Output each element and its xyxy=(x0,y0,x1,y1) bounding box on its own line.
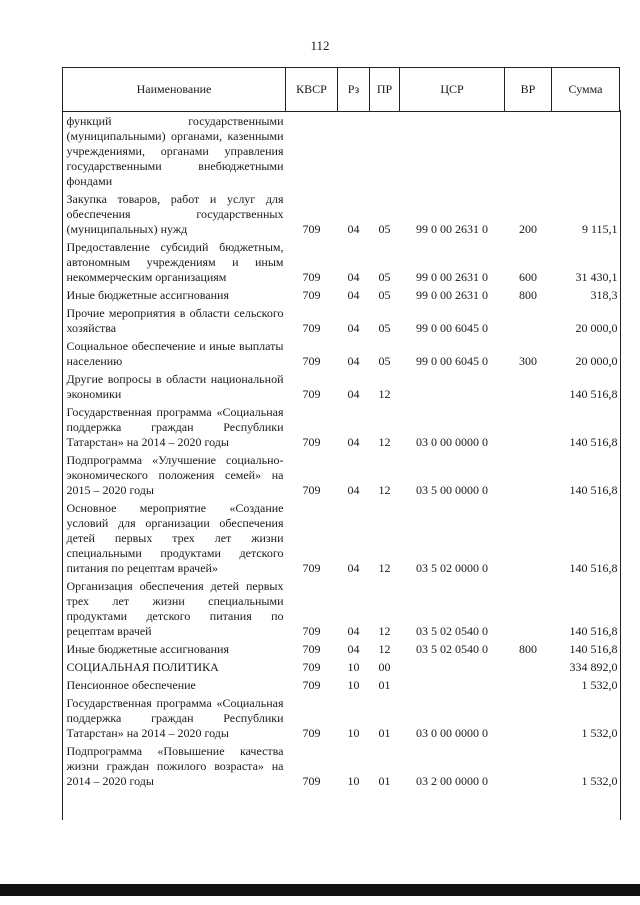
cell-pr xyxy=(370,112,400,192)
cell-rz: 04 xyxy=(347,483,360,497)
cell-pr: 05 xyxy=(378,321,391,335)
cell-csr: 03 0 00 0000 0 xyxy=(416,726,488,740)
header-sum: Сумма xyxy=(552,68,620,112)
cell-pr: 12 xyxy=(378,387,391,401)
cell-rz: 10 xyxy=(347,726,360,740)
table-row xyxy=(63,404,620,452)
cell-rz: 04 xyxy=(347,354,360,368)
cell-rz: 04 xyxy=(347,435,360,449)
cell-rz: 04 xyxy=(347,387,360,401)
cell-kvsr: 709 xyxy=(302,774,321,788)
table-row xyxy=(63,659,620,677)
table-row xyxy=(63,239,620,287)
cell-sum: 140 516,8 xyxy=(569,387,618,401)
cell-pr: 12 xyxy=(378,624,391,638)
header-csr: ЦСР xyxy=(400,68,505,112)
table-header xyxy=(63,68,620,112)
cell-kvsr: 709 xyxy=(302,642,321,656)
cell-sum xyxy=(552,112,620,192)
cell-vr: 600 xyxy=(519,270,537,284)
cell-name: Закупка товаров, работ и услуг для обеспечения государственных (муниципальных) нужд xyxy=(66,192,284,236)
table-row xyxy=(63,641,620,659)
cell-pr: 00 xyxy=(378,660,391,674)
cell-vr xyxy=(505,659,552,677)
cell-csr: 03 0 00 0000 0 xyxy=(416,435,488,449)
cell-csr: 99 0 00 2631 0 xyxy=(416,222,488,236)
cell-rz: 04 xyxy=(347,270,360,284)
cell-sum: 140 516,8 xyxy=(569,435,618,449)
table-row xyxy=(63,287,620,305)
cell-rz: 10 xyxy=(347,660,360,674)
header-pr: ПР xyxy=(370,68,400,112)
table-row xyxy=(63,677,620,695)
cell-vr xyxy=(505,500,552,578)
cell-csr xyxy=(400,659,505,677)
cell-vr: 800 xyxy=(519,288,537,302)
cell-kvsr: 709 xyxy=(302,561,321,575)
table-row xyxy=(63,500,620,578)
cell-name: Основное мероприятие «Создание условий для организации обеспечения детей первых трех лет жизни специальными продуктами детского питания по рецептам врачей» xyxy=(66,501,284,575)
cell-kvsr: 709 xyxy=(302,288,321,302)
cell-name: Иные бюджетные ассигнования xyxy=(66,642,229,656)
scan-edge-bar xyxy=(0,884,640,896)
cell-sum: 31 430,1 xyxy=(575,270,618,284)
cell-name: Подпрограмма «Повышение качества жизни граждан пожилого возраста» на 2014 – 2020 годы xyxy=(66,744,284,788)
cell-csr: 03 5 02 0540 0 xyxy=(416,642,488,656)
cell-pr: 01 xyxy=(378,678,391,692)
cell-name: Другие вопросы в области национальной экономики xyxy=(66,372,284,401)
cell-pr: 01 xyxy=(378,726,391,740)
cell-sum: 20 000,0 xyxy=(575,354,618,368)
cell-pr: 05 xyxy=(378,222,391,236)
table-row xyxy=(63,338,620,371)
cell-vr: 300 xyxy=(519,354,537,368)
cell-pr: 12 xyxy=(378,435,391,449)
header-name: Наименование xyxy=(63,68,286,112)
budget-table xyxy=(62,67,620,791)
cell-pr: 12 xyxy=(378,483,391,497)
cell-kvsr: 709 xyxy=(302,678,321,692)
cell-vr xyxy=(505,452,552,500)
cell-name: Организация обеспечения детей первых трех лет жизни специальными продуктами детского питания по рецептам врачей xyxy=(66,579,284,638)
table-row xyxy=(63,452,620,500)
table-row xyxy=(63,191,620,239)
cell-kvsr: 709 xyxy=(302,624,321,638)
cell-sum: 140 516,8 xyxy=(569,624,618,638)
cell-pr: 05 xyxy=(378,354,391,368)
cell-sum: 140 516,8 xyxy=(569,483,618,497)
cell-sum: 334 892,0 xyxy=(569,660,618,674)
cell-csr: 03 5 02 0540 0 xyxy=(416,624,488,638)
cell-csr: 99 0 00 2631 0 xyxy=(416,270,488,284)
cell-name: функций государственными (муниципальными) органами, казенными учреждениями, органами управления государственными внебюджетными фондами xyxy=(66,114,284,188)
cell-rz xyxy=(338,112,370,192)
cell-name: Иные бюджетные ассигнования xyxy=(66,288,229,302)
cell-vr xyxy=(505,578,552,641)
header-kvsr: КВСР xyxy=(286,68,338,112)
cell-vr xyxy=(505,305,552,338)
table-row xyxy=(63,743,620,791)
cell-sum: 9 115,1 xyxy=(581,222,618,236)
cell-csr: 03 5 02 0000 0 xyxy=(416,561,488,575)
cell-csr xyxy=(400,677,505,695)
cell-csr: 99 0 00 6045 0 xyxy=(416,321,488,335)
cell-kvsr: 709 xyxy=(302,660,321,674)
table-row xyxy=(63,695,620,743)
cell-sum: 318,3 xyxy=(590,288,618,302)
cell-pr: 05 xyxy=(378,270,391,284)
cell-csr: 03 2 00 0000 0 xyxy=(416,774,488,788)
cell-vr: 200 xyxy=(519,222,537,236)
cell-rz: 10 xyxy=(347,774,360,788)
cell-rz: 04 xyxy=(347,624,360,638)
cell-rz: 10 xyxy=(347,678,360,692)
cell-pr: 12 xyxy=(378,561,391,575)
cell-csr xyxy=(400,371,505,404)
cell-vr xyxy=(505,404,552,452)
cell-sum: 20 000,0 xyxy=(575,321,618,335)
cell-kvsr: 709 xyxy=(302,483,321,497)
cell-kvsr: 709 xyxy=(302,435,321,449)
cell-csr xyxy=(400,112,505,192)
cell-kvsr: 709 xyxy=(302,321,321,335)
cell-name: Государственная программа «Социальная поддержка граждан Республики Татарстан» на 2014 – 2020 годы xyxy=(66,405,284,449)
cell-kvsr xyxy=(286,112,338,192)
cell-kvsr: 709 xyxy=(302,387,321,401)
cell-vr: 800 xyxy=(519,642,537,656)
cell-name: Пенсионное обеспечение xyxy=(66,678,196,692)
cell-sum: 1 532,0 xyxy=(581,774,618,788)
cell-vr xyxy=(505,112,552,192)
cell-csr: 99 0 00 6045 0 xyxy=(416,354,488,368)
cell-name: Социальное обеспечение и иные выплаты населению xyxy=(66,339,284,368)
cell-vr xyxy=(505,371,552,404)
table-row xyxy=(63,305,620,338)
cell-rz: 04 xyxy=(347,222,360,236)
table-body xyxy=(63,112,620,792)
cell-pr: 05 xyxy=(378,288,391,302)
cell-rz: 04 xyxy=(347,288,360,302)
cell-name: Предоставление субсидий бюджетным, автономным учреждениям и иным некоммерческим организациям xyxy=(66,240,284,284)
cell-kvsr: 709 xyxy=(302,270,321,284)
cell-sum: 1 532,0 xyxy=(581,726,618,740)
table-row xyxy=(63,578,620,641)
cell-pr: 12 xyxy=(378,642,391,656)
cell-pr: 01 xyxy=(378,774,391,788)
cell-name: СОЦИАЛЬНАЯ ПОЛИТИКА xyxy=(66,660,219,674)
cell-sum: 1 532,0 xyxy=(581,678,618,692)
page-number: 112 xyxy=(310,38,330,53)
header-rz: Рз xyxy=(338,68,370,112)
cell-kvsr: 709 xyxy=(302,222,321,236)
table-row xyxy=(63,371,620,404)
cell-rz: 04 xyxy=(347,321,360,335)
cell-csr: 99 0 00 2631 0 xyxy=(416,288,488,302)
cell-csr: 03 5 00 0000 0 xyxy=(416,483,488,497)
cell-rz: 04 xyxy=(347,561,360,575)
cell-kvsr: 709 xyxy=(302,726,321,740)
cell-sum: 140 516,8 xyxy=(569,561,618,575)
table-row xyxy=(63,112,620,192)
cell-name: Подпрограмма «Улучшение социально-экономического положения семей» на 2015 – 2020 годы xyxy=(66,453,284,497)
cell-name: Прочие мероприятия в области сельского хозяйства xyxy=(66,306,284,335)
cell-vr xyxy=(505,677,552,695)
cell-sum: 140 516,8 xyxy=(569,642,618,656)
cell-rz: 04 xyxy=(347,642,360,656)
header-vr: ВР xyxy=(505,68,552,112)
cell-kvsr: 709 xyxy=(302,354,321,368)
cell-vr xyxy=(505,695,552,743)
cell-vr xyxy=(505,743,552,791)
cell-name: Государственная программа «Социальная поддержка граждан Республики Татарстан» на 2014 – 2020 годы xyxy=(66,696,284,740)
